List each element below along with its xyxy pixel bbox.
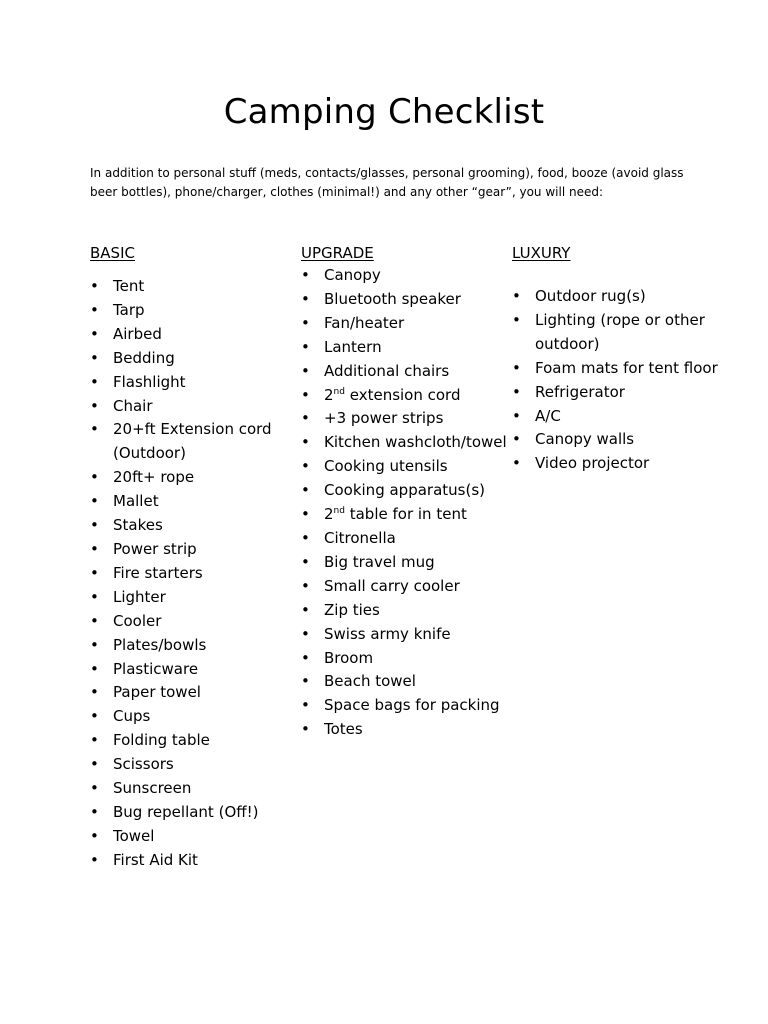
bullet-icon: • xyxy=(90,372,99,391)
bullet-icon: • xyxy=(301,313,310,332)
bullet-icon: • xyxy=(90,277,99,295)
upgrade-column xyxy=(301,242,511,742)
list-item-label: Bedding xyxy=(113,348,175,367)
list-item-label: Additional chairs xyxy=(324,361,450,380)
list-item-label: Plates/bowls xyxy=(113,635,207,654)
list-item-label: Lighter xyxy=(113,587,166,606)
list-item-label: Small carry cooler xyxy=(324,576,460,595)
list-item xyxy=(512,428,722,452)
bullet-icon: • xyxy=(301,552,310,571)
bullet-icon: • xyxy=(301,337,310,356)
list-item xyxy=(90,705,300,729)
list-item xyxy=(90,490,300,514)
bullet-icon: • xyxy=(90,324,99,343)
bullet-icon: • xyxy=(90,348,99,367)
list-item xyxy=(301,336,511,360)
list-item xyxy=(90,466,300,490)
bullet-icon: • xyxy=(301,385,310,404)
list-item xyxy=(90,849,300,873)
list-item xyxy=(90,347,300,371)
list-item xyxy=(301,623,511,647)
list-item xyxy=(301,264,511,288)
list-item-label: Tent xyxy=(113,277,145,295)
list-item xyxy=(90,825,300,849)
list-item-label: Folding table xyxy=(113,731,210,750)
list-item-label: Lighting (rope or other outdoor) xyxy=(535,310,705,353)
list-item xyxy=(90,562,300,586)
list-item xyxy=(301,384,511,408)
list-item-label: Airbed xyxy=(113,324,162,343)
list-item-label: Canopy walls xyxy=(535,430,635,449)
list-item xyxy=(90,753,300,777)
bullet-icon: • xyxy=(301,361,310,380)
list-item-label: Paper towel xyxy=(113,683,201,702)
bullet-icon: • xyxy=(90,683,99,702)
list-item-label: Sunscreen xyxy=(113,779,192,798)
list-item-label: Cooler xyxy=(113,611,162,630)
bullet-icon: • xyxy=(90,802,99,821)
intro-paragraph: In addition to personal stuff (meds, contacts/glasses, personal grooming), food, booze (avoid glass beer bottles), phone/charger, clothes (minimal!) and any other “gear”, you will need: xyxy=(90,166,684,199)
list-item xyxy=(90,538,300,562)
list-item-label: Cooking utensils xyxy=(324,457,448,476)
list-item-label: Refrigerator xyxy=(535,382,625,401)
list-item-label: 2nd table for in tent xyxy=(324,505,467,524)
list-item xyxy=(512,381,722,405)
luxury-column xyxy=(512,242,722,476)
bullet-icon: • xyxy=(301,648,310,667)
bullet-icon: • xyxy=(90,707,99,726)
bullet-icon: • xyxy=(90,396,99,415)
list-item xyxy=(90,395,300,419)
list-item-label: Bug repellant (Off!) xyxy=(113,802,259,821)
bullet-icon: • xyxy=(90,779,99,798)
page-title: Camping Checklist xyxy=(223,92,545,132)
bullet-icon: • xyxy=(90,587,99,606)
list-item xyxy=(301,694,511,718)
bullet-icon: • xyxy=(512,406,521,425)
list-item xyxy=(90,299,300,323)
list-item-label: Citronella xyxy=(324,528,396,547)
list-item-label: Outdoor rug(s) xyxy=(535,287,646,305)
list-item-label: Scissors xyxy=(113,755,174,774)
bullet-icon: • xyxy=(301,266,310,284)
bullet-icon: • xyxy=(90,300,99,319)
list-item-label: Space bags for packing xyxy=(324,696,500,715)
list-item xyxy=(90,658,300,682)
luxury-list xyxy=(512,285,722,476)
list-item-label: Foam mats for tent floor xyxy=(535,358,718,377)
bullet-icon: • xyxy=(301,409,310,428)
bullet-icon: • xyxy=(301,481,310,500)
bullet-icon: • xyxy=(301,624,310,643)
list-item-label: Chair xyxy=(113,396,153,415)
bullet-icon: • xyxy=(90,563,99,582)
list-item xyxy=(90,514,300,538)
list-item xyxy=(90,729,300,753)
list-item-label: Cooking apparatus(s) xyxy=(324,481,485,500)
bullet-icon: • xyxy=(512,287,521,305)
upgrade-heading: UPGRADE xyxy=(301,244,374,262)
bullet-icon: • xyxy=(90,516,99,535)
basic-column xyxy=(90,242,300,873)
list-item-label: Bluetooth speaker xyxy=(324,289,461,308)
list-item xyxy=(301,479,511,503)
list-item xyxy=(512,309,722,357)
bullet-icon: • xyxy=(512,430,521,449)
bullet-icon: • xyxy=(301,505,310,524)
bullet-icon: • xyxy=(512,382,521,401)
bullet-icon: • xyxy=(301,600,310,619)
list-item-label: First Aid Kit xyxy=(113,850,198,869)
list-item xyxy=(90,586,300,610)
list-item xyxy=(90,634,300,658)
list-item-label: Totes xyxy=(324,720,363,739)
list-item xyxy=(301,647,511,671)
luxury-heading: LUXURY xyxy=(512,244,571,262)
list-item xyxy=(301,599,511,623)
list-item-label: Mallet xyxy=(113,492,159,511)
list-item-label: A/C xyxy=(535,406,561,425)
bullet-icon: • xyxy=(512,358,521,377)
upgrade-list xyxy=(301,264,511,742)
list-item xyxy=(301,455,511,479)
list-item-label: 20ft+ rope xyxy=(113,468,195,487)
list-item xyxy=(512,405,722,429)
list-item xyxy=(90,275,300,299)
list-item-label: 2nd extension cord xyxy=(324,385,461,404)
list-item xyxy=(301,575,511,599)
list-item-label: Big travel mug xyxy=(324,552,435,571)
bullet-icon: • xyxy=(90,492,99,511)
list-item xyxy=(90,418,300,466)
list-item-label: Towel xyxy=(113,826,155,845)
list-item-label: Broom xyxy=(324,648,374,667)
list-item xyxy=(512,357,722,381)
list-item-label: Fire starters xyxy=(113,563,203,582)
list-item xyxy=(90,777,300,801)
list-item-label: Canopy xyxy=(324,266,381,284)
list-item-label: Cups xyxy=(113,707,151,726)
list-item xyxy=(301,718,511,742)
list-item xyxy=(301,288,511,312)
list-item-label: +3 power strips xyxy=(324,409,444,428)
list-item-label: Fan/heater xyxy=(324,313,405,332)
bullet-icon: • xyxy=(301,576,310,595)
list-item xyxy=(301,503,511,527)
bullet-icon: • xyxy=(90,659,99,678)
list-item-label: Video projector xyxy=(535,454,650,473)
basic-list xyxy=(90,275,300,873)
list-item xyxy=(301,407,511,431)
list-item xyxy=(301,360,511,384)
list-item-label: Swiss army knife xyxy=(324,624,451,643)
list-item xyxy=(90,681,300,705)
list-item-label: Beach towel xyxy=(324,672,416,691)
list-item xyxy=(512,452,722,476)
bullet-icon: • xyxy=(301,289,310,308)
list-item-label: Tarp xyxy=(113,300,145,319)
bullet-icon: • xyxy=(301,696,310,715)
bullet-icon: • xyxy=(90,539,99,558)
bullet-icon: • xyxy=(512,454,521,473)
bullet-icon: • xyxy=(301,457,310,476)
bullet-icon: • xyxy=(90,755,99,774)
list-item xyxy=(301,670,511,694)
bullet-icon: • xyxy=(90,850,99,869)
bullet-icon: • xyxy=(301,433,310,452)
bullet-icon: • xyxy=(301,720,310,739)
list-item-label: 20+ft Extension cord (Outdoor) xyxy=(113,420,272,463)
list-item xyxy=(301,312,511,336)
list-item xyxy=(90,801,300,825)
list-item xyxy=(301,527,511,551)
list-item xyxy=(90,371,300,395)
bullet-icon: • xyxy=(90,611,99,630)
list-item xyxy=(512,285,722,309)
list-item xyxy=(301,431,511,455)
list-item-label: Lantern xyxy=(324,337,382,356)
bullet-icon: • xyxy=(512,310,521,329)
list-item-label: Power strip xyxy=(113,539,197,558)
list-item-label: Stakes xyxy=(113,516,163,535)
bullet-icon: • xyxy=(301,528,310,547)
bullet-icon: • xyxy=(301,672,310,691)
bullet-icon: • xyxy=(90,635,99,654)
list-item-label: Zip ties xyxy=(324,600,380,619)
list-item-label: Flashlight xyxy=(113,372,186,391)
bullet-icon: • xyxy=(90,468,99,487)
list-item-label: Kitchen washcloth/towel xyxy=(324,433,507,452)
list-item xyxy=(301,551,511,575)
bullet-icon: • xyxy=(90,420,99,439)
list-item-label: Plasticware xyxy=(113,659,199,678)
list-item xyxy=(90,610,300,634)
bullet-icon: • xyxy=(90,826,99,845)
list-item xyxy=(90,323,300,347)
basic-heading: BASIC xyxy=(90,244,135,262)
bullet-icon: • xyxy=(90,731,99,750)
